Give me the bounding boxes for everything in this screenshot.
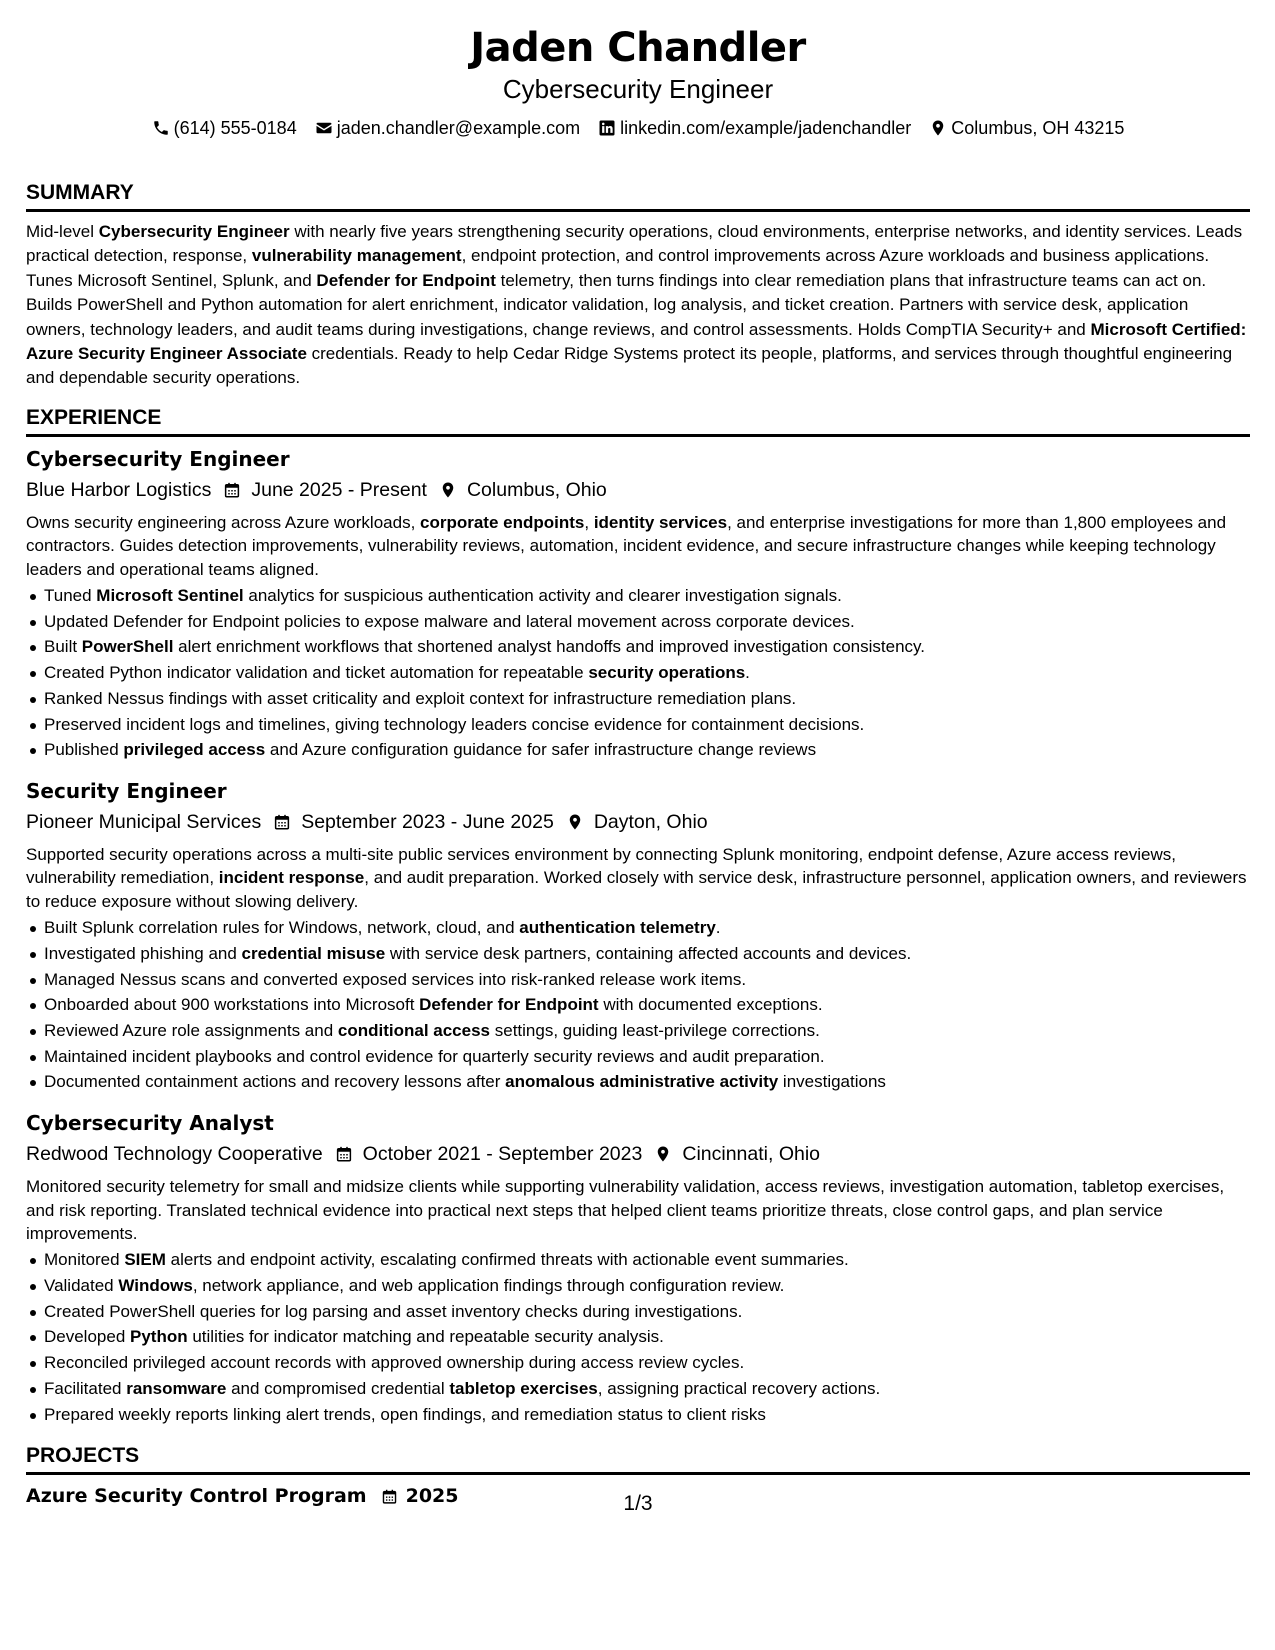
bullet-item <box>26 686 1250 712</box>
phone-icon <box>152 119 170 137</box>
text-run: Created PowerShell queries for log parsing and asset inventory checks during investigations. <box>44 1301 743 1321</box>
text-run: with documented exceptions. <box>598 995 823 1015</box>
page-indicator: 1/3 <box>623 1492 653 1515</box>
summary-heading: SUMMARY <box>26 180 1250 212</box>
candidate-title: Cybersecurity Engineer <box>502 74 774 104</box>
resume-page <box>26 0 1250 1650</box>
text-run: credentials. Ready to help Cedar Ridge Systems protect its people, platforms, and services through thoughtful engineering and dependable security operations. <box>26 344 1233 388</box>
bullet-item <box>26 634 1250 660</box>
text-run: Preserved incident logs and timelines, giving technology leaders concise evidence for containment decisions. <box>44 714 865 734</box>
text-run: Validated <box>44 1276 119 1296</box>
projects-heading: PROJECTS <box>26 1443 1250 1475</box>
emphasized-text: Defender for Endpoint <box>316 270 496 290</box>
emphasized-text: Python <box>130 1327 188 1347</box>
text-run: , endpoint protection, and control improvements across Azure workloads and business applications. Tunes Microsoft Sentinel, Splunk, and <box>26 246 1210 290</box>
text-run: Built <box>44 637 82 657</box>
map-pin-icon <box>439 481 457 499</box>
bullet-item <box>26 1402 1250 1428</box>
bullet-item <box>26 609 1250 635</box>
bullet-item <box>26 712 1250 738</box>
bullet-item <box>26 737 1250 763</box>
job-location: Cincinnati, Ohio <box>682 1143 821 1166</box>
job-location: Columbus, Ohio <box>466 478 607 501</box>
company-name: Pioneer Municipal Services <box>26 810 262 833</box>
resume-header <box>26 0 1250 140</box>
text-run: Monitored security telemetry for small and midsize clients while supporting vulnerability validation, access reviews, investigation automation, tabletop exercises, and risk reporting. Translated technical evidence into practical next steps that helped client teams prioritize threats, close control gaps, and plan service improvements. <box>26 1177 1225 1243</box>
text-run: . <box>745 663 750 683</box>
text-run: Investigated phishing and <box>44 943 242 963</box>
bullet-item <box>26 583 1250 609</box>
text-run: Ranked Nessus findings with asset criticality and exploit context for infrastructure remediation plans. <box>44 688 797 708</box>
job-dates: June 2025 - Present <box>251 478 427 501</box>
emphasized-text: ransomware <box>126 1378 227 1398</box>
email-address[interactable]: jaden.chandler@example.com <box>336 118 581 138</box>
text-run: . <box>715 918 721 938</box>
map-pin-icon <box>929 119 947 137</box>
text-run: , and audit preparation. Worked closely with service desk, infrastructure personnel, application owners, and reviewers to reduce exposure without slowing delivery. <box>26 868 1247 911</box>
calendar-icon <box>273 813 291 831</box>
bullet-item <box>26 1247 1250 1273</box>
text-run: , assigning practical recovery actions. <box>597 1378 881 1398</box>
job-title: Security Engineer <box>26 778 227 803</box>
bullet-item <box>26 1350 1250 1376</box>
text-run: Created Python indicator validation and ticket automation for repeatable <box>44 663 589 683</box>
job-location: Dayton, Ohio <box>593 810 708 833</box>
text-run: investigations <box>778 1072 886 1092</box>
emphasized-text: identity services <box>593 512 728 532</box>
text-run: and Azure configuration guidance for safer infrastructure change reviews <box>265 740 817 760</box>
bullet-item <box>26 1376 1250 1402</box>
text-run: Tuned <box>44 586 97 606</box>
linkedin-url[interactable]: linkedin.com/example/jadenchandler <box>620 118 912 138</box>
phone-number: (614) 555-0184 <box>173 118 297 138</box>
project-year: 2025 <box>405 1485 459 1508</box>
bullet-item <box>26 1069 1250 1095</box>
summary-text <box>26 220 1250 391</box>
text-run: Facilitated <box>44 1378 127 1398</box>
bullet-item <box>26 1044 1250 1070</box>
map-pin-icon <box>566 813 584 831</box>
text-run: alerts and endpoint activity, escalating confirmed threats with actionable event summaries. <box>165 1250 849 1270</box>
job-title: Cybersecurity Engineer <box>26 446 290 471</box>
emphasized-text: PowerShell <box>81 637 174 657</box>
text-run: Updated Defender for Endpoint policies to expose malware and lateral movement across corporate devices. <box>44 611 855 631</box>
text-run: , network appliance, and web application findings through configuration review. <box>192 1276 785 1296</box>
text-run: Monitored <box>44 1250 125 1270</box>
text-run: Maintained incident playbooks and control evidence for quarterly security reviews and audit preparation. <box>44 1046 825 1066</box>
text-run: Documented containment actions and recovery lessons after <box>44 1072 506 1092</box>
project-name: Azure Security Control Program <box>26 1485 367 1508</box>
contact-phone <box>152 116 297 140</box>
emphasized-text: authentication telemetry <box>519 918 716 938</box>
company-name: Blue Harbor Logistics <box>26 478 212 501</box>
text-run: Onboarded about 900 workstations into Microsoft <box>44 995 420 1015</box>
emphasized-text: credential misuse <box>241 943 386 963</box>
text-run: Built Splunk correlation rules for Windows, network, cloud, and <box>44 918 520 938</box>
contact-bar <box>26 116 1250 140</box>
text-run: with nearly five years strengthening security operations, cloud environments, enterprise networks, and identity services. Leads practical detection, response, <box>26 222 1243 266</box>
text-run: with service desk partners, containing affected accounts and devices. <box>385 943 912 963</box>
emphasized-text: Cybersecurity Engineer <box>98 222 290 241</box>
bullet-item <box>26 941 1250 967</box>
emphasized-text: Microsoft Sentinel <box>96 586 244 606</box>
text-run: , <box>584 512 594 532</box>
job-title: Cybersecurity Analyst <box>26 1111 274 1136</box>
text-run: Reconciled privileged account records with approved ownership during access review cycles. <box>44 1353 745 1373</box>
text-run: Owns security engineering across Azure workloads, <box>26 512 421 532</box>
emphasized-text: vulnerability management <box>251 246 462 266</box>
job-meta <box>26 807 1250 837</box>
emphasized-text: conditional access <box>337 1021 491 1041</box>
job-entry <box>26 445 1250 763</box>
emphasized-text: SIEM <box>124 1250 166 1270</box>
contact-email[interactable] <box>315 116 580 140</box>
job-dates: September 2023 - June 2025 <box>301 810 554 833</box>
emphasized-text: privileged access <box>123 740 266 760</box>
calendar-icon <box>223 481 241 499</box>
job-dates: October 2021 - September 2023 <box>362 1143 643 1166</box>
text-run: Published <box>44 740 124 760</box>
job-meta <box>26 1139 1250 1169</box>
text-run: settings, guiding least-privilege corrections. <box>490 1021 820 1041</box>
candidate-name: Jaden Chandler <box>470 25 806 71</box>
contact-linkedin[interactable] <box>598 116 911 140</box>
text-run: Developed <box>44 1327 131 1347</box>
emphasized-text: Defender for Endpoint <box>419 995 599 1015</box>
text-run: utilities for indicator matching and repeatable security analysis. <box>187 1327 664 1347</box>
text-run: Prepared weekly reports linking alert trends, open findings, and remediation status to client risks <box>44 1404 766 1424</box>
emphasized-text: tabletop exercises <box>449 1378 598 1398</box>
text-run: Supported security operations across a multi-site public services environment by connecting Splunk monitoring, endpoint defense, Azure access reviews, vulnerability remediation, <box>26 844 1176 888</box>
job-entry <box>26 1109 1250 1427</box>
job-bullets <box>26 1247 1250 1427</box>
text-run: alert enrichment workflows that shortened analyst handoffs and improved investigation consistency. <box>173 637 925 657</box>
job-description <box>26 511 1250 581</box>
text-run: telemetry, then turns findings into clear remediation plans that infrastructure teams can act on. Builds PowerShell and Python automation for alert enrichment, indicator validation, log analysis, and ticket creation. Partners with service desk, application owners, technology leaders, and audit teams during investigations, change reviews, and control assessments. Holds CompTIA Security+ and <box>26 270 1207 339</box>
job-meta <box>26 475 1250 505</box>
bullet-item <box>26 967 1250 993</box>
linkedin-icon <box>598 119 616 137</box>
bullet-item <box>26 660 1250 686</box>
text-run: and compromised credential <box>226 1378 450 1398</box>
text-run: , and enterprise investigations for more than 1,800 employees and contractors. Guides detection improvements, vulnerability reviews, automation, incident evidence, and secure infrastructure changes while keeping technology leaders and operational teams aligned. <box>26 512 1227 579</box>
experience-section <box>26 405 1250 1427</box>
text-run: Mid-level <box>26 222 99 241</box>
text-run: Reviewed Azure role assignments and <box>44 1021 338 1041</box>
envelope-icon <box>315 119 333 137</box>
job-bullets <box>26 583 1250 763</box>
experience-heading: EXPERIENCE <box>26 405 1250 437</box>
bullet-item <box>26 1273 1250 1299</box>
calendar-icon <box>335 1145 353 1163</box>
emphasized-text: security operations <box>588 663 746 683</box>
bullet-item <box>26 1299 1250 1325</box>
job-description <box>26 1175 1250 1245</box>
job-entry <box>26 777 1250 1095</box>
text-run: analytics for suspicious authentication activity and clearer investigation signals. <box>243 586 842 606</box>
bullet-item <box>26 1018 1250 1044</box>
emphasized-text: incident response <box>218 868 365 888</box>
emphasized-text: corporate endpoints <box>420 512 585 532</box>
emphasized-text: anomalous administrative activity <box>505 1072 779 1092</box>
bullet-item <box>26 1324 1250 1350</box>
company-name: Redwood Technology Cooperative <box>26 1143 323 1166</box>
contact-location <box>929 116 1124 140</box>
emphasized-text: Windows <box>118 1276 193 1296</box>
map-pin-icon <box>654 1145 672 1163</box>
summary-section <box>26 180 1250 391</box>
location-text: Columbus, OH 43215 <box>951 118 1125 138</box>
text-run: Managed Nessus scans and converted exposed services into risk-ranked release work items. <box>44 969 747 989</box>
bullet-item <box>26 915 1250 941</box>
job-description <box>26 843 1250 913</box>
job-bullets <box>26 915 1250 1095</box>
emphasized-text: Microsoft Certified: Azure Security Engineer Associate <box>26 319 1247 364</box>
bullet-item <box>26 992 1250 1018</box>
